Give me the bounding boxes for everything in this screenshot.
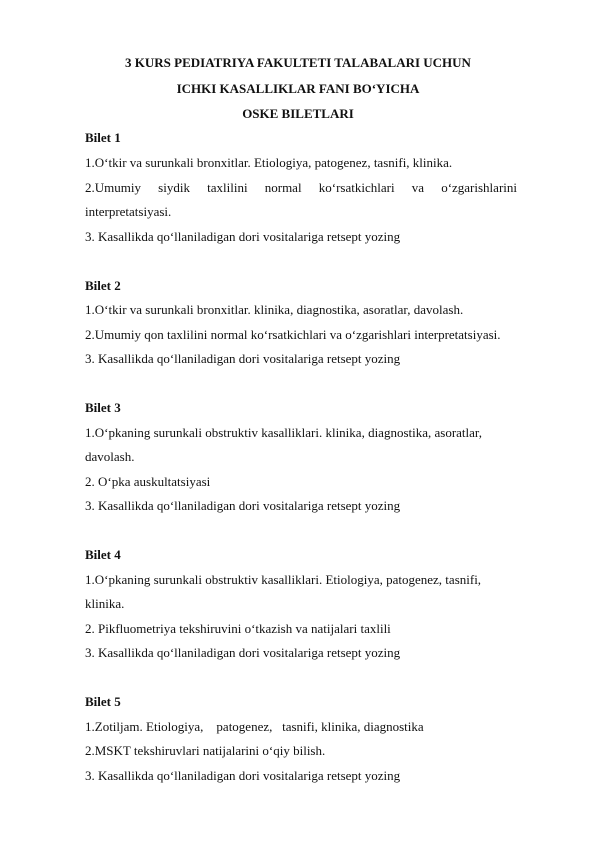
ticket-3-line-1: 1.O‘pkaning surunkali obstruktiv kasalliklari. klinika, diagnostika, asoratlar, — [85, 425, 482, 440]
document-title-line-3: OSKE BILETLARI — [242, 106, 354, 121]
ticket-3-title: Bilet 3 — [85, 400, 121, 415]
ticket-5-title: Bilet 5 — [85, 694, 121, 709]
ticket-4-line-2: klinika. — [85, 596, 125, 611]
ticket-1-line-4: 3. Kasallikda qo‘llaniladigan dori vositalariga retsept yozing — [85, 229, 401, 244]
ticket-4-line-1: 1.O‘pkaning surunkali obstruktiv kasalliklari. Etiologiya, patogenez, tasnifi, — [85, 572, 482, 587]
ticket-2-line-3: 3. Kasallikda qo‘llaniladigan dori vositalariga retsept yozing — [85, 351, 401, 366]
ticket-3-line-4: 3. Kasallikda qo‘llaniladigan dori vositalariga retsept yozing — [85, 498, 401, 513]
ticket-5-line-3: 3. Kasallikda qo‘llaniladigan dori vositalariga retsept yozing — [85, 768, 401, 783]
ticket-2-line-2: 2.Umumiy qon taxlilini normal ko‘rsatkichlari va o‘zgarishlari interpretatsiyasi. — [85, 327, 501, 342]
ticket-4-line-3: 2. Pikfluometriya tekshiruvini o‘tkazish va natijalari taxlili — [85, 621, 391, 636]
document-title-line-2: ICHKI KASALLIKLAR FANI BO‘YICHA — [176, 81, 420, 96]
ticket-1-line-2: 2.Umumiy siydik taxlilini normal ko‘rsatkichlari va o‘zgarishlarini — [85, 180, 517, 195]
ticket-2-title: Bilet 2 — [85, 278, 121, 293]
ticket-1-title: Bilet 1 — [85, 130, 121, 145]
ticket-2-line-1: 1.O‘tkir va surunkali bronxitlar. klinika, diagnostika, asoratlar, davolash. — [85, 302, 464, 317]
ticket-4-title: Bilet 4 — [85, 547, 121, 562]
ticket-1-line-3: interpretatsiyasi. — [85, 204, 172, 219]
document-title-line-1: 3 KURS PEDIATRIYA FAKULTETI TALABALARI UCHUN — [125, 55, 471, 70]
ticket-5-line-1: 1.Zotiljam. Etiologiya, patogenez, tasnifi, klinika, diagnostika — [85, 719, 424, 734]
ticket-5-line-2: 2.MSKT tekshiruvlari natijalarini o‘qiy bilish. — [85, 743, 326, 758]
ticket-1-line-1: 1.O‘tkir va surunkali bronxitlar. Etiologiya, patogenez, tasnifi, klinika. — [85, 155, 453, 170]
ticket-4-line-4: 3. Kasallikda qo‘llaniladigan dori vositalariga retsept yozing — [85, 645, 401, 660]
ticket-3-line-3: 2. O‘pka auskultatsiyasi — [85, 474, 211, 489]
ticket-3-line-2: davolash. — [85, 449, 135, 464]
